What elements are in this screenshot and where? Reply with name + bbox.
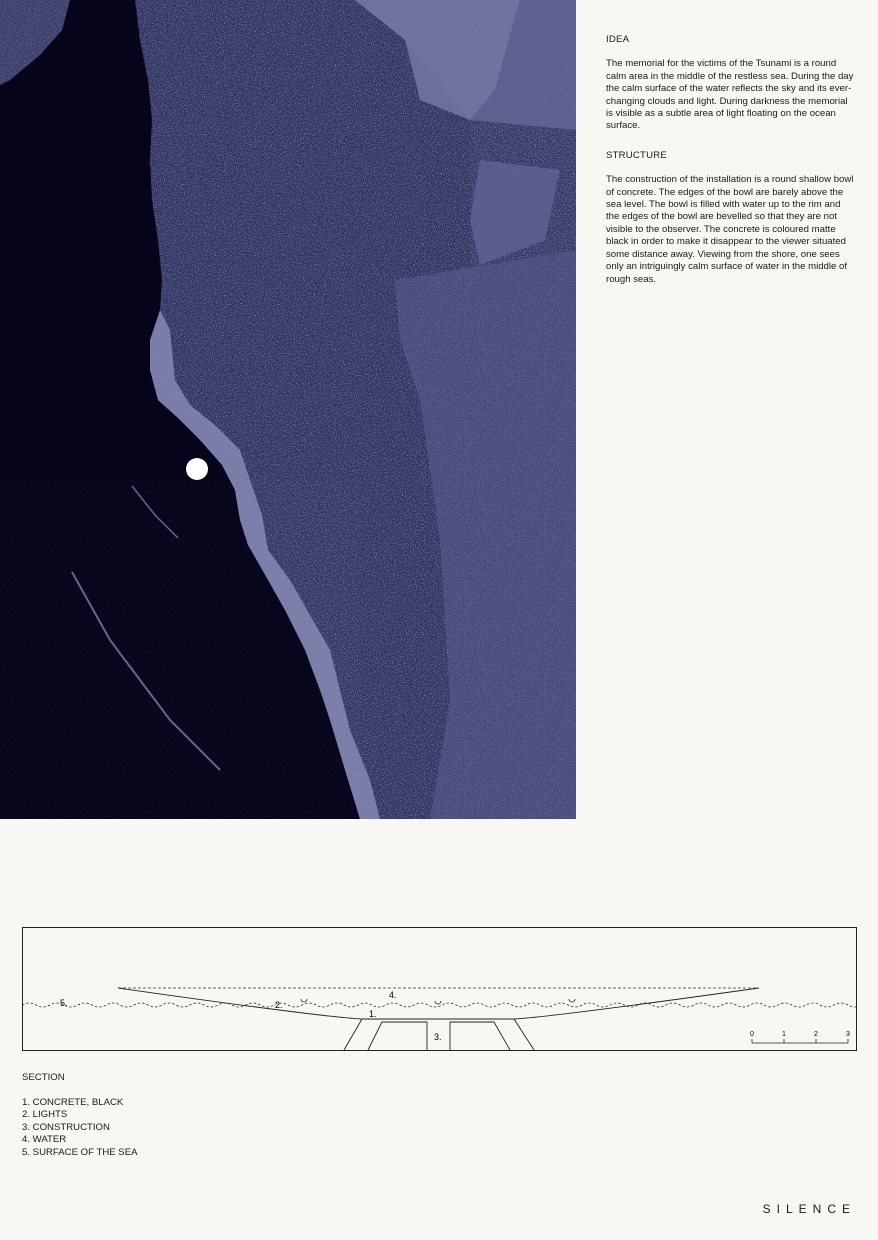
memorial-location-marker	[186, 458, 208, 480]
project-title: SILENCE	[762, 1202, 856, 1216]
section-legend	[22, 1072, 138, 1159]
label-1: 1.	[369, 1009, 377, 1019]
section-drawing	[22, 927, 857, 1052]
support-pier-right	[450, 1022, 510, 1050]
idea-text: The memorial for the victims of the Tsunami is a round calm area in the middle of the restless sea. During the day the calm surface of the water reflects the sky and its ever-changing clouds and light. During darkness the memorial is visible as a subtle area of light floating on the ocean surface.	[606, 58, 854, 132]
legend-item: 2. LIGHTS	[22, 1109, 68, 1120]
light-fixture	[569, 999, 575, 1002]
legend-title: SECTION	[22, 1072, 65, 1083]
label-3: 3.	[434, 1032, 442, 1042]
support-pier-left	[368, 1022, 427, 1050]
structure-text: The construction of the installation is a round shallow bowl of concrete. The edges of the bowl are barely above the sea level. The bowl is filled with water up to the rim and the edges of the bowl are bevelled so that they are not visible to the observer. The concrete is coloured matte black in order to make it disappear to the viewer situated some distance away. Viewing from the shore, one sees only an intriguingly calm surface of water in the middle of rough seas.	[606, 174, 854, 285]
description-column	[606, 34, 856, 303]
light-fixture	[435, 1001, 441, 1004]
structure-heading: STRUCTURE	[606, 149, 667, 161]
scale-bar	[750, 1031, 850, 1043]
light-fixture	[301, 999, 307, 1002]
label-4: 4.	[389, 990, 397, 1000]
aerial-photo	[0, 0, 576, 819]
idea-heading: IDEA	[606, 34, 630, 45]
legend-item: 1. CONCRETE, BLACK	[22, 1096, 124, 1108]
label-5: 5.	[60, 998, 68, 1008]
legend-item: 4. WATER	[22, 1134, 67, 1145]
aerial-map-graphic	[0, 0, 576, 819]
legend-item: 3. CONSTRUCTION	[22, 1121, 110, 1133]
legend-list	[22, 1097, 138, 1160]
section-drawing-graphic	[22, 927, 857, 1052]
legend-item: 5. SURFACE OF THE SEA	[22, 1146, 138, 1158]
scale-label: 3	[846, 1031, 850, 1038]
scale-label: 2	[814, 1031, 818, 1038]
label-2: 2.	[275, 1000, 283, 1010]
scale-label: 1	[782, 1031, 786, 1038]
scale-label: 0	[750, 1031, 754, 1038]
